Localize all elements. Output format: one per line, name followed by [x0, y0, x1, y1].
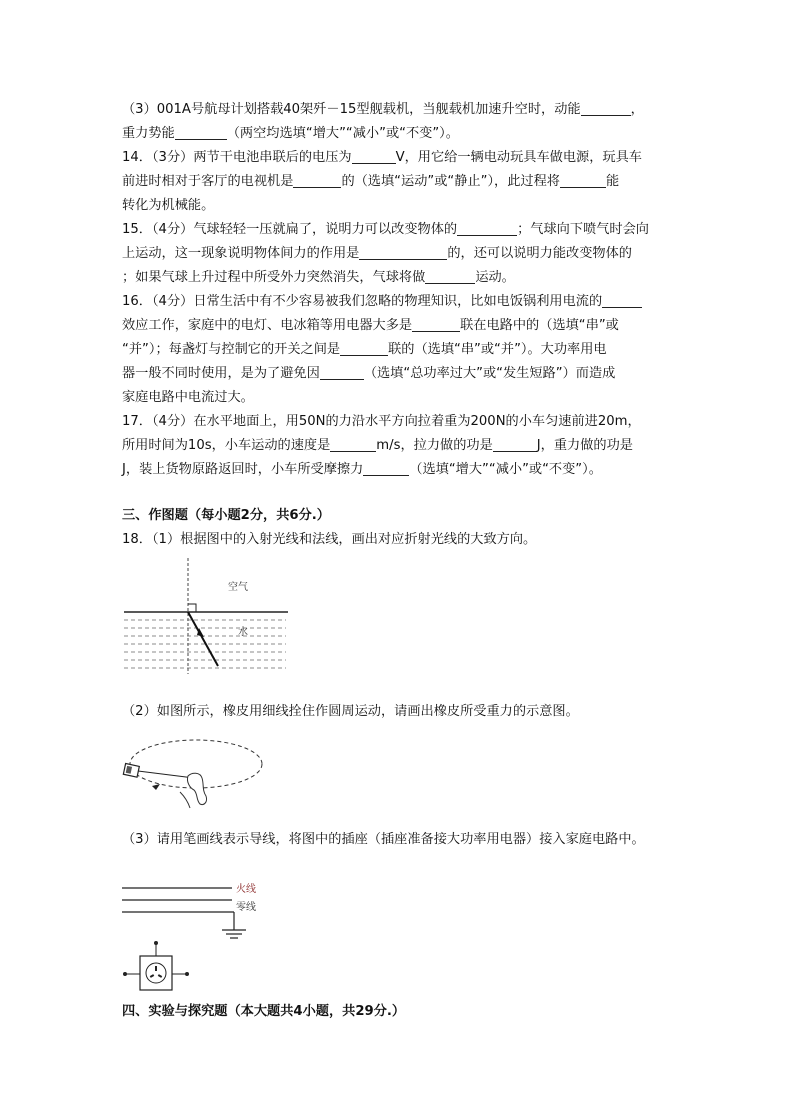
q13-part3-line1: [122, 98, 682, 122]
q15-line2: [122, 242, 682, 266]
q17-text: 所用时间为10s，小车运动的速度是: [122, 438, 331, 453]
household-circuit-figure: [116, 880, 276, 992]
q15-text: 的，还可以说明力能改变物体的: [447, 246, 632, 261]
q18-part1: [122, 528, 682, 552]
right-angle-mark: [188, 604, 196, 612]
q18-part3: [122, 828, 682, 852]
q13-text: （3）001A号航母计划搭载40架歼－15型舰载机，当舰载机加速升空时，动能: [122, 102, 581, 117]
neutral-wire-label: 零线: [236, 902, 256, 913]
motion-direction-arrow: [152, 784, 160, 790]
eraser: [123, 763, 139, 777]
q14-text: 转化为机械能。: [122, 198, 215, 213]
section-3-heading-text: 三、作图题（每小题2分，共6分.）: [122, 508, 330, 523]
refraction-diagram: [120, 556, 290, 676]
q15-text: 运动。: [475, 270, 515, 285]
q17-line2: [122, 434, 682, 458]
q16-text: 效应工作，家庭中的电灯、电冰箱等用电器大多是: [122, 318, 413, 333]
answer-blank[interactable]: [175, 124, 227, 140]
answer-blank[interactable]: [581, 100, 631, 116]
refraction-figure: [120, 556, 290, 676]
socket: [123, 941, 189, 990]
answer-blank[interactable]: [493, 436, 537, 452]
q15-text: 15．（4分）气球轻轻一压就扁了，说明力可以改变物体的: [122, 222, 458, 237]
q17-text: J，重力做的功是: [536, 438, 633, 453]
answer-blank[interactable]: [352, 148, 396, 164]
q14-text: 前进时相对于客厅的电视机是: [122, 174, 294, 189]
q16-line1: [122, 290, 682, 314]
q18-part2: [122, 700, 682, 724]
q15-line1: [122, 218, 682, 242]
answer-blank[interactable]: [457, 220, 517, 236]
q16-text: 家庭电路中电流过大。: [122, 390, 254, 405]
q13-text: ，: [630, 102, 644, 117]
q18-part1-text: 18．（1）根据图中的入射光线和法线，画出对应折射光线的大致方向。: [122, 532, 537, 547]
q16-text: （选填“总功率过大”或“发生短路”）而造成: [363, 366, 616, 381]
hand: [187, 773, 206, 804]
q16-text: 联在电路中的（选填“串”或: [460, 318, 619, 333]
q16-text: 器一般不同时使用，是为了避免因: [122, 366, 320, 381]
q18-part3-text: （3）请用笔画线表示导线，将图中的插座（插座准备接大功率用电器）接入家庭电路中。: [122, 832, 645, 847]
q17-text: 17．（4分）在水平地面上，用50N的力沿水平方向拉着重为200N的小车匀速前进20m，: [122, 414, 641, 429]
q14-line2: [122, 170, 682, 194]
q16-line4: [122, 362, 682, 386]
q14-text: 的（选填“运动”或“静止”），此过程将: [341, 174, 560, 189]
answer-blank[interactable]: [340, 340, 388, 356]
air-label: 空气: [228, 582, 248, 593]
answer-blank[interactable]: [363, 460, 409, 476]
q16-text: “并”）；每盏灯与控制它的开关之间是: [122, 342, 341, 357]
q13-text: （两空均选填“增大”“减小”或“不变”）。: [226, 126, 459, 141]
q16-line5: [122, 386, 682, 410]
hand-wrist: [180, 792, 190, 808]
section-4-heading: [122, 1000, 682, 1024]
q15-text: 上运动，这一现象说明物体间力的作用是: [122, 246, 360, 261]
section-3-heading: [122, 504, 682, 528]
q16-text: 16．（4分）日常生活中有不少容易被我们忽略的物理知识，比如电饭锅利用电流的: [122, 294, 603, 309]
q13-text: 重力势能: [122, 126, 175, 141]
q15-text: ；气球向下喷气时会向: [517, 222, 649, 237]
section-4-heading-text: 四、实验与探究题（本大题共4小题，共29分.）: [122, 1004, 406, 1019]
household-circuit-diagram: [116, 880, 276, 992]
string: [138, 771, 194, 778]
q15-text: ；如果气球上升过程中所受外力突然消失，气球将做: [122, 270, 426, 285]
answer-blank[interactable]: [425, 268, 475, 284]
q17-line1: [122, 410, 682, 434]
q14-text: 14．（3分）两节干电池串联后的电压为: [122, 150, 352, 165]
q17-text: J，装上货物原路返回时，小车所受摩擦力: [122, 462, 364, 477]
circular-motion-figure: [118, 732, 268, 812]
circular-motion-diagram: [118, 732, 268, 812]
answer-blank[interactable]: [320, 364, 364, 380]
q14-line3: [122, 194, 682, 218]
q16-line2: [122, 314, 682, 338]
q16-text: 联的（选填“串”或“并”）。大功率用电: [388, 342, 607, 357]
answer-blank[interactable]: [330, 436, 376, 452]
q17-text: （选填“增大”“减小”或“不变”）。: [409, 462, 602, 477]
q18-part2-text: （2）如图所示，橡皮用细线拴住作圆周运动，请画出橡皮所受重力的示意图。: [122, 704, 579, 719]
q14-text: 能: [605, 174, 620, 189]
q14-line1: [122, 146, 682, 170]
live-wire-label: 火线: [236, 884, 256, 895]
q14-text: V，用它给一辆电动玩具车做电源，玩具车: [395, 150, 642, 165]
ground-symbol: [222, 930, 246, 938]
q13-part3-line2: [122, 122, 682, 146]
q17-line3: [122, 458, 682, 482]
q17-text: m/s，拉力做的功是: [376, 438, 493, 453]
q16-line3: [122, 338, 682, 362]
answer-blank[interactable]: [412, 316, 460, 332]
answer-blank[interactable]: [602, 292, 642, 308]
answer-blank[interactable]: [560, 172, 606, 188]
answer-blank[interactable]: [293, 172, 341, 188]
water-label: 水: [238, 627, 248, 638]
q15-line3: [122, 266, 682, 290]
answer-blank[interactable]: [359, 244, 447, 260]
